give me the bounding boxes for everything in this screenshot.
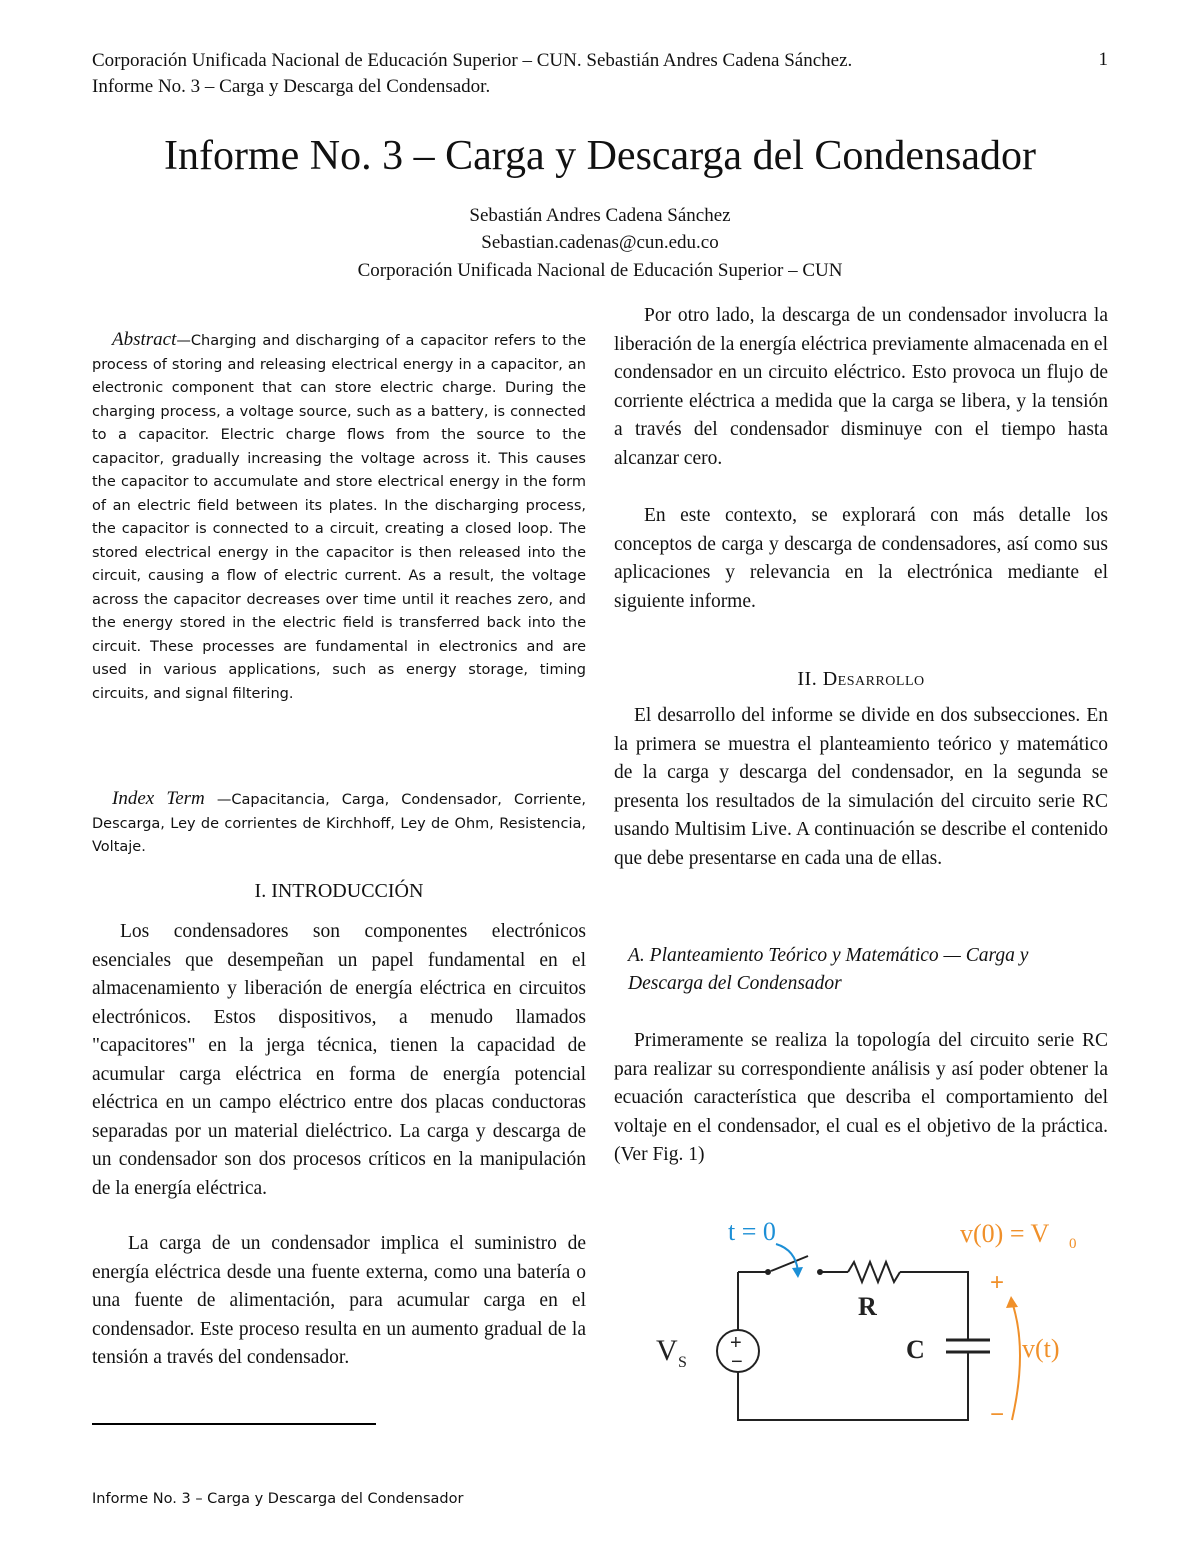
section-heading-desarrollo: II. Desarrollo [797, 668, 925, 690]
abstract [92, 328, 586, 706]
index-terms-text: —Capacitancia, Carga, Condensador, Corriente, Descarga, Ley de corrientes de Kirchhoff, Ley de Ohm, Resistencia, Voltaje. [92, 792, 586, 855]
intro-paragraph-3: Por otro lado, la descarga de un condensador involucra la liberación de la energía eléctrica previamente almacenada en el condensador en un circuito eléctrico. Esto provoca un flujo de corriente eléctrica a medida que la carga se libera, y la tensión a través del condensador disminuye con el tiempo hasta alcanzar cero. [614, 305, 1108, 469]
running-header-line2: Informe No. 3 – Carga y Descarga del Condensador. [92, 76, 491, 97]
source-minus: − [731, 1351, 743, 1373]
capacitor-minus-label: − [990, 1401, 1005, 1428]
intro-paragraph-2: La carga de un condensador implica el suministro de energía eléctrica desde una fuente externa, como una batería o una fuente de alimentación, para acumular carga en el condensador. Este proceso resulta en un aumento gradual de la tensión a través del condensador. [92, 1233, 586, 1368]
switch-contact-left [765, 1269, 771, 1275]
voltage-vt-label: v(t) [1022, 1334, 1060, 1363]
page-number: 1 [1098, 49, 1108, 70]
initial-voltage-subscript: 0 [1069, 1236, 1077, 1252]
author-email: Sebastian.cadenas@cun.edu.co [481, 232, 719, 253]
intro-paragraph-4: En este contexto, se explorará con más detalle los conceptos de carga y descarga de condensadores, así como sus aplicaciones y relevancia en la electrónica mediante el siguiente informe. [614, 505, 1108, 612]
wire-top-right [900, 1272, 968, 1340]
wire-bottom [738, 1352, 968, 1420]
footnote-rule [92, 1423, 376, 1425]
paper-title: Informe No. 3 – Carga y Descarga del Condensador [163, 133, 1037, 179]
running-header-line1: Corporación Unificada Nacional de Educación Superior – CUN. Sebastián Andres Cadena Sánchez. [92, 50, 853, 71]
author-name: Sebastián Andres Cadena Sánchez [469, 205, 731, 226]
source-subscript: S [678, 1354, 687, 1371]
index-terms-label: Index Term [112, 788, 205, 809]
author-institution: Corporación Unificada Nacional de Educación Superior – CUN [357, 260, 843, 281]
intro-paragraph-1: Los condensadores son componentes electrónicos esenciales que desempeñan un papel fundamental en el almacenamiento y liberación de energía eléctrica en circuitos electrónicos. Estos dispositivos, a menudo llamados "capacitores" en la jerga técnica, tienen la capacidad de acumular carga eléctrica en forma de energía potencial eléctrica en un campo eléctrico entre dos placas conductoras separadas por un material dieléctrico. La carga y descarga de un condensador son dos procesos críticos en la manipulación de la energía eléctrica. [92, 921, 586, 1199]
section-heading-introduction: I. INTRODUCCIÓN [254, 880, 424, 902]
capacitor-label: C [906, 1335, 925, 1364]
source-plus: + [730, 1332, 742, 1354]
capacitor-plus-label: + [990, 1269, 1005, 1296]
resistor-zigzag [848, 1262, 900, 1282]
initial-voltage-label: v(0) = V [960, 1219, 1050, 1248]
desarrollo-paragraph-1: El desarrollo del informe se divide en dos subsecciones. En la primera se muestra el planteamiento teórico y matemático de la carga y descarga del condensador, en la segunda se presenta los resultados de la simulación del circuito serie RC usando Multisim Live. A continuación se describe el contenido que debe presentarse en cada una de ellas. [614, 705, 1108, 869]
switch-blade [771, 1256, 808, 1271]
index-terms [92, 787, 586, 860]
source-label: V [656, 1334, 678, 1367]
voltage-arrowhead [1006, 1296, 1018, 1308]
page-footer: Informe No. 3 – Carga y Descarga del Condensador [92, 1491, 464, 1507]
switch-contact-right [817, 1269, 823, 1275]
switch-arrowhead [792, 1267, 803, 1278]
switch-label: t = 0 [728, 1217, 776, 1246]
abstract-label: Abstract [112, 329, 177, 350]
resistor-label: R [858, 1292, 877, 1321]
rc-circuit-figure [656, 1210, 1110, 1440]
voltage-arrow [1012, 1302, 1020, 1420]
subsection-a-paragraph-1: Primeramente se realiza la topología del circuito serie RC para realizar su correspondiente análisis y así poder obtener la ecuación característica que describa el comportamiento del voltaje en el condensador, el cual es el objetivo de la práctica. (Ver Fig. 1) [614, 1030, 1108, 1165]
subsection-heading-a: A. Planteamiento Teórico y Matemático — Carga y Descarga del Condensador [628, 945, 1029, 994]
abstract-text: —Charging and discharging of a capacitor refers to the process of storing and releasing electrical energy in a capacitor, an electronic component that can store electric charge. During the charging process, a voltage source, such as a battery, is connected to a capacitor. Electric charge flows from the source to the capacitor, gradually increasing the voltage across it. This causes the capacitor to accumulate and store electrical energy in the form of an electric field between its plates. In the discharging process, the capacitor is connected to a circuit, creating a closed loop. The stored electrical energy in the capacitor is then released into the circuit, causing a flow of electric current. As a result, the voltage across the capacitor decreases over time until it reaches zero, and the energy stored in the electric field is transferred back into the circuit. These processes are fundamental in electronics and are used in various applications, such as energy storage, timing circuits, and signal filtering. [92, 333, 586, 702]
